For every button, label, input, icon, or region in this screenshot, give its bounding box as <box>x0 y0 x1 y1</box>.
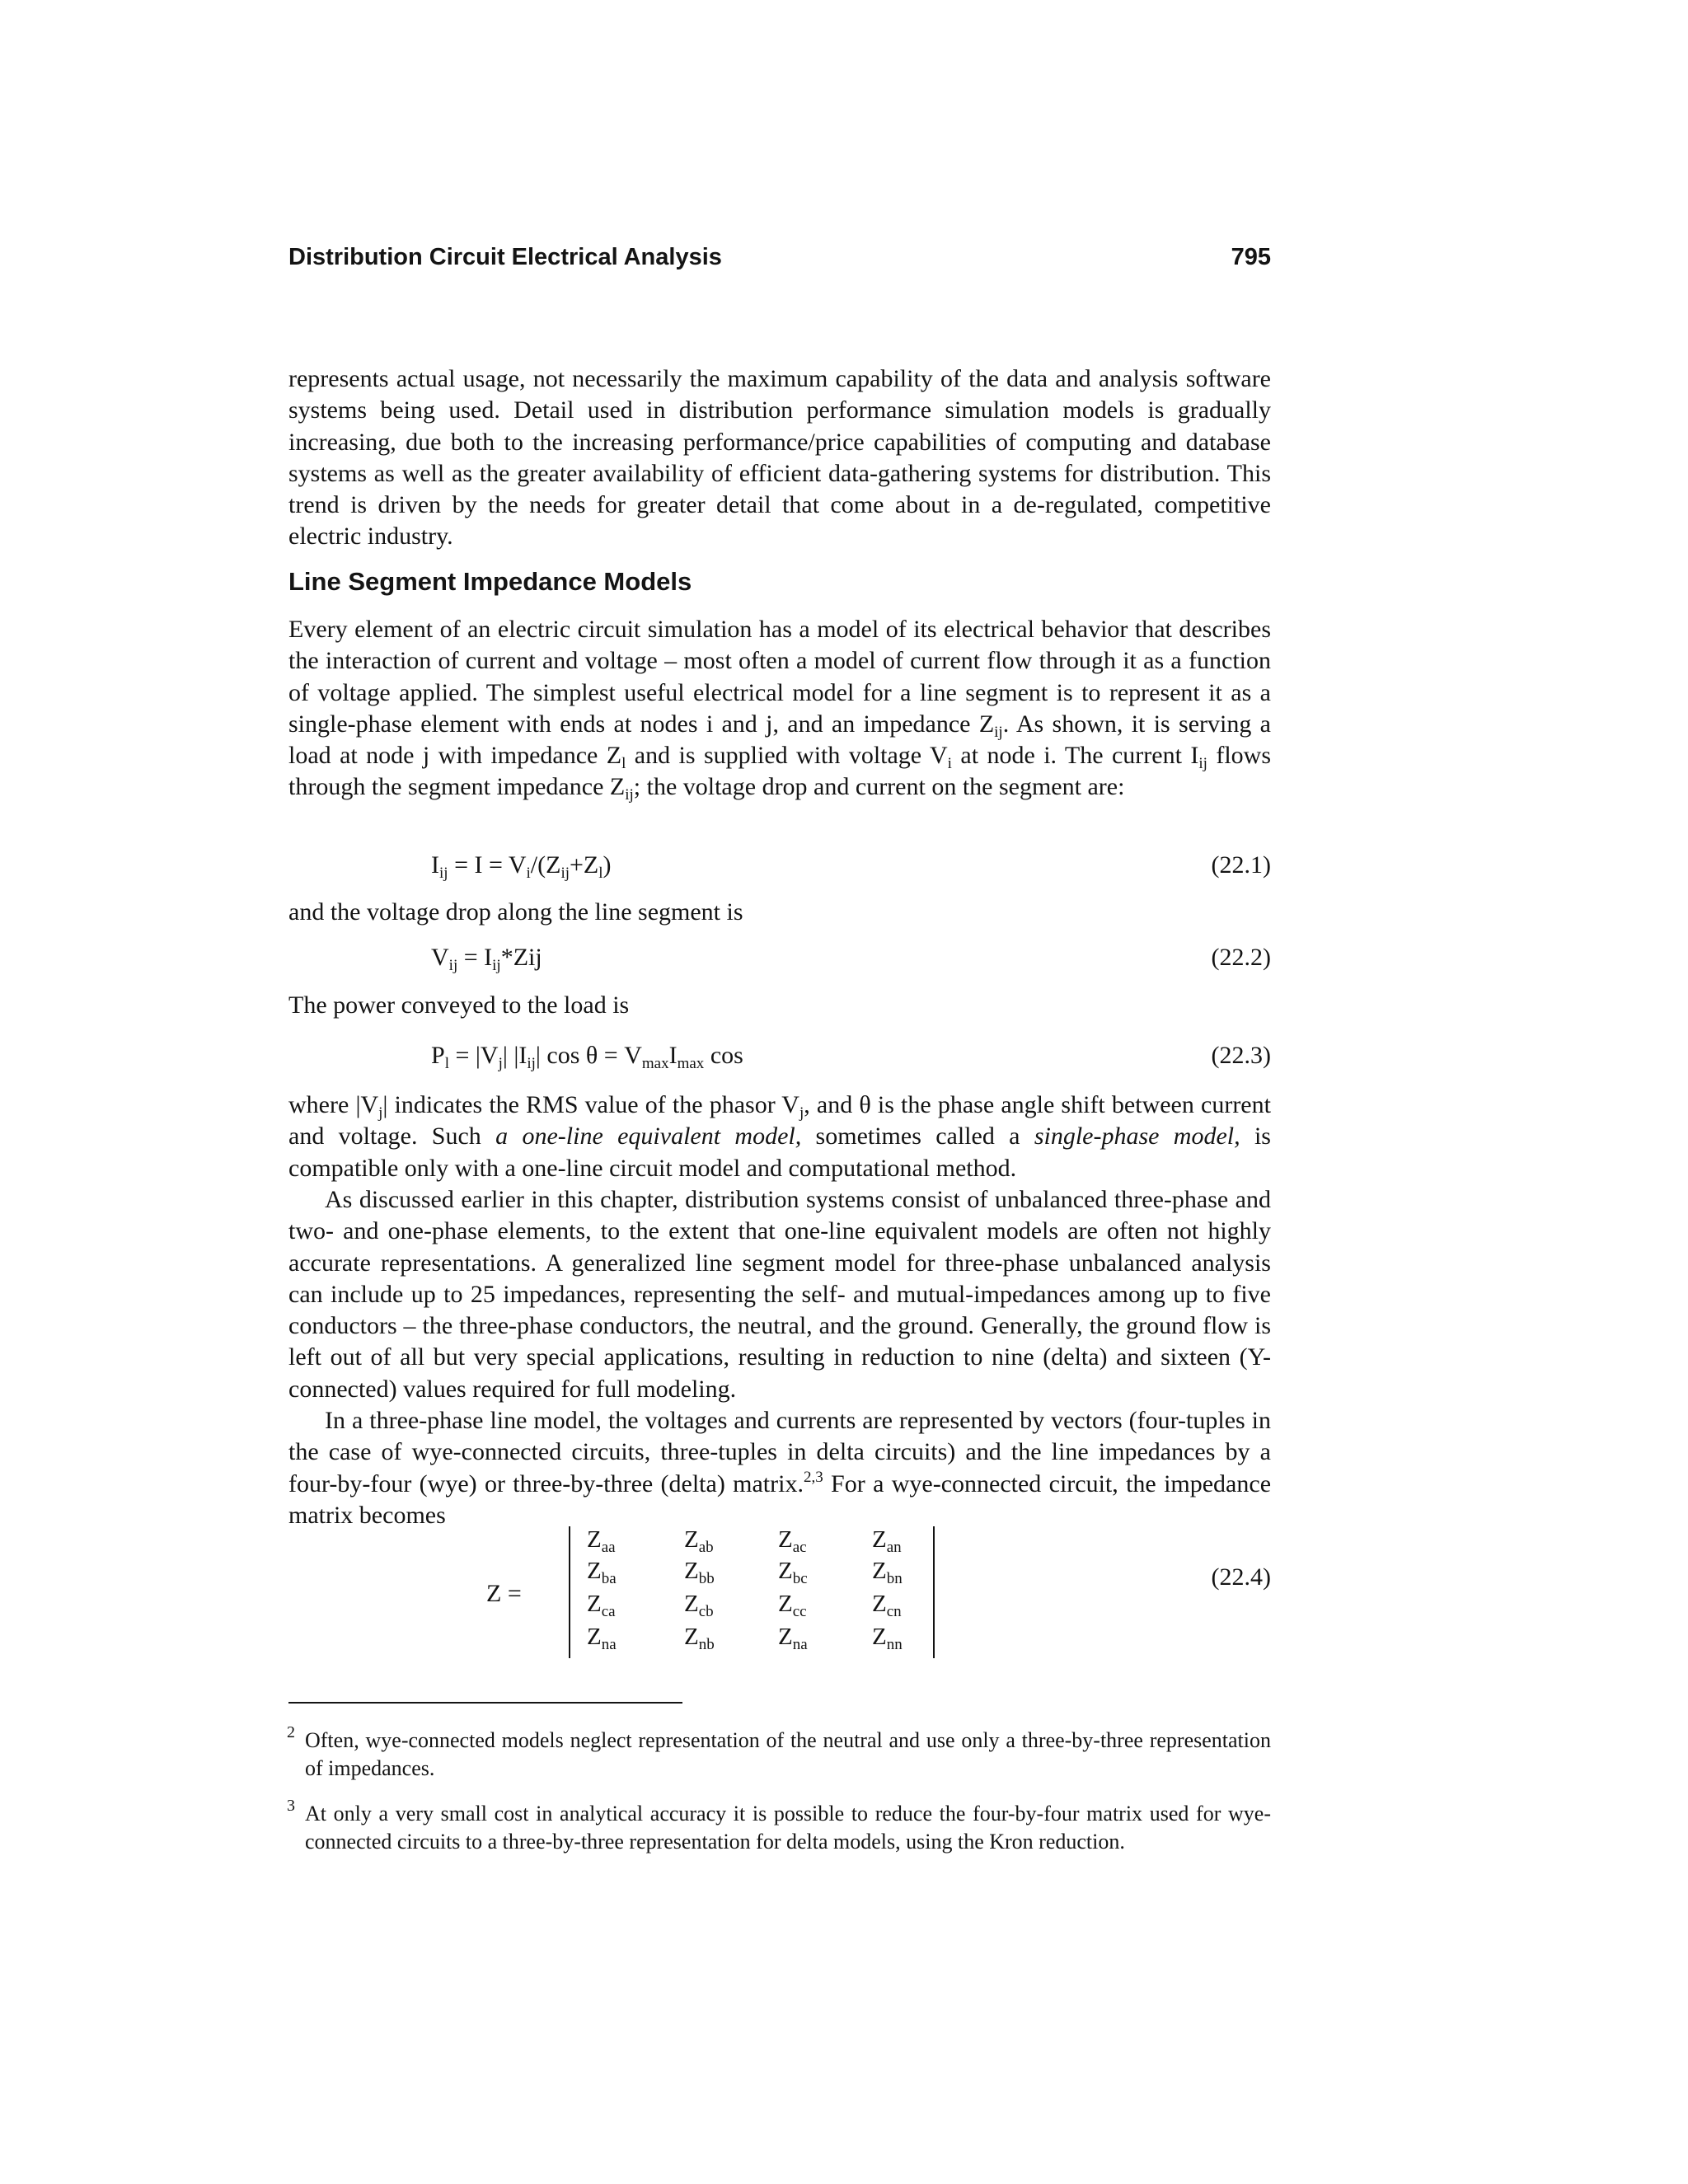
footnote-3 <box>287 1797 1271 1856</box>
footnote-text: At only a very small cost in analytical accuracy it is possible to reduce the four-by-four matrix used for wye-connected circuits to a three-by-three representation for delta models, using the Kron reduction. <box>305 1802 1271 1854</box>
paragraph-power: The power conveyed to the load is <box>288 991 630 1019</box>
matrix-cell: $Z_{na}$ <box>778 1624 808 1653</box>
equation-22-3: $P_l = |V_j|$ $|I_{ij}|$ $\cos \theta = V_{max}I_{max}$ cos <box>431 1042 743 1072</box>
impedance-matrix <box>569 1526 935 1658</box>
matrix-cell: $Z_{cc}$ <box>778 1591 807 1620</box>
footnote-marker: 2 <box>287 1723 295 1741</box>
paragraph-intro: represents actual usage, not necessarily the maximum capability of the data and analysis software systems being used. Detail used in distribution performance simulation models is gradually increasing, due both to the increasing performance/price capabilities of computing and database systems as well as the greater availability of efficient data-gathering systems for distribution. This trend is driven by the needs for greater detail that come about in a de-regulated, competitive electric industry. <box>288 365 1271 551</box>
matrix-cell: $Z_{ca}$ <box>587 1591 616 1620</box>
equation-number-22-2: (22.2) <box>1211 944 1271 971</box>
matrix-cell: $Z_{an}$ <box>872 1526 902 1556</box>
matrix-cell: $Z_{nb}$ <box>684 1624 715 1653</box>
paragraph-rms: where $|V_j|$ indicates the RMS value of the phasor $V_j$, and θ is the phase angle shift between current and voltage. Such a one-line equivalent model, sometimes called a single-phase model, is compatible only with a one-line circuit model and computational method. <box>288 1091 1271 1182</box>
paragraph-three-phase: In a three-phase line model, the voltages and currents are represented by vectors (four-tuples in the case of wye-connected circuits, three-tuples in delta circuits) and the line impedances by a four-by-four (wye) or three-by-three (delta) matrix.$^{2,3}$ For a wye-connected circuit, the impedance matrix becomes <box>288 1407 1272 1529</box>
matrix-cell: $Z_{bb}$ <box>684 1558 715 1587</box>
equation-number-22-3: (22.3) <box>1211 1042 1271 1069</box>
paragraph-line-segment: Every element of an electric circuit simulation has a model of its electrical behavior that describes the interaction of current and voltage – most often a model of current flow through it as a function of voltage applied. The simplest useful electrical model for a line segment is to represent it as a single-phase element with ends at nodes i and j, and an impedance $Z_{ij}$. As shown, it is serving a load at node j with impedance $Z_l$ and is supplied with voltage $V_i$ at node i. The current $I_{ij}$ flows through the segment impedance $Z_{ij}$; the voltage drop and current on the segment are: <box>288 616 1272 804</box>
matrix-cell: $Z_{ac}$ <box>778 1526 807 1556</box>
matrix-cell: $Z_{ab}$ <box>684 1526 714 1556</box>
equation-22-2: $V_{ij} = I_{ij}*Zij$ <box>431 944 542 974</box>
equation-number-22-1: (22.1) <box>1211 851 1271 879</box>
equation-number-22-4: (22.4) <box>1211 1563 1271 1591</box>
matrix-cell: $Z_{cn}$ <box>872 1591 902 1620</box>
section-heading: Line Segment Impedance Models <box>288 567 692 596</box>
paragraph-voltage-drop: and the voltage drop along the line segment is <box>288 898 743 926</box>
equation-22-1: $I_{ij} = I = V_i/(Z_{ij}+Z_l)$ <box>431 851 612 882</box>
matrix-cell: $Z_{bn}$ <box>872 1558 903 1587</box>
running-header-title: Distribution Circuit Electrical Analysis <box>288 244 722 270</box>
footnote-marker: 3 <box>287 1797 295 1815</box>
page-number: 795 <box>1231 244 1271 270</box>
matrix-cell: $Z_{ba}$ <box>587 1558 617 1587</box>
matrix-cell: $Z_{bc}$ <box>778 1558 808 1587</box>
paragraph-unbalanced: As discussed earlier in this chapter, distribution systems consist of unbalanced three-phase and two- and one-phase elements, to the extent that one-line equivalent models are often not highly accurate representations. A generalized line segment model for three-phase unbalanced analysis can include up to 25 impedances, representing the self- and mutual-impedances among up to five conductors – the three-phase conductors, the neutral, and the ground. Generally, the ground flow is left out of all but very special applications, resulting in reduction to nine (delta) and sixteen (Y-connected) values required for full modeling. <box>288 1186 1271 1403</box>
matrix-cell: $Z_{na}$ <box>587 1624 617 1653</box>
footnote-text: Often, wye-connected models neglect representation of the neutral and use only a three-by-three representation of impedances. <box>305 1728 1271 1780</box>
footnote-2 <box>287 1723 1271 1783</box>
matrix-cell: $Z_{aa}$ <box>587 1526 616 1556</box>
matrix-lhs: Z = <box>486 1580 522 1607</box>
footnote-divider <box>288 1702 682 1704</box>
matrix-cell: $Z_{cb}$ <box>684 1591 714 1620</box>
matrix-cell: $Z_{nn}$ <box>872 1624 903 1653</box>
